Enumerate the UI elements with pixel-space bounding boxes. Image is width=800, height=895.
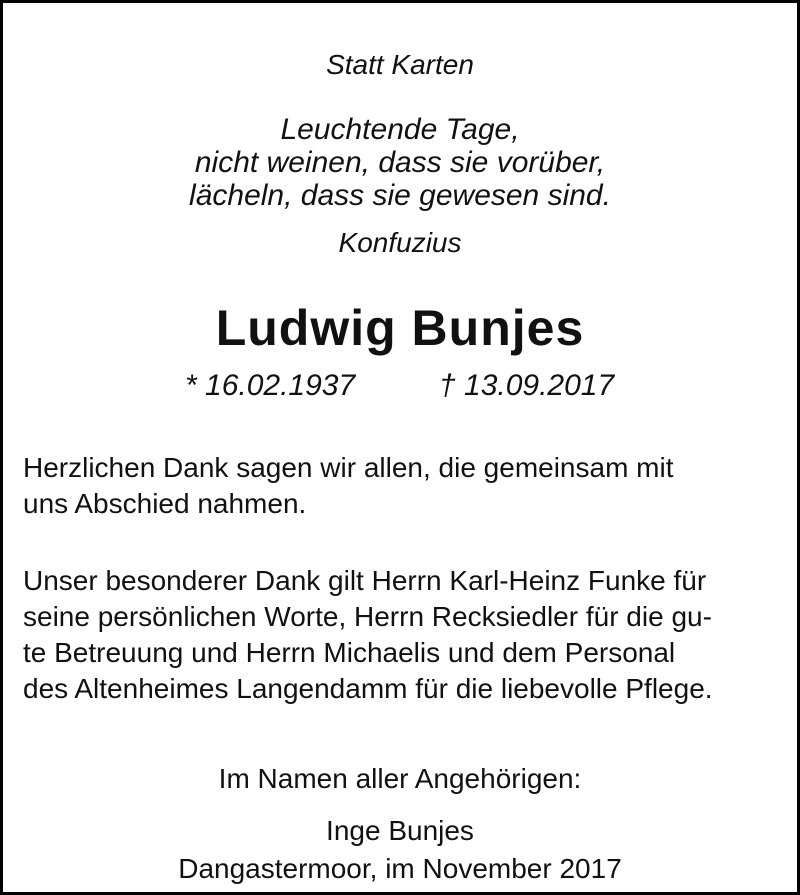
birth-date: * 16.02.1937 <box>185 369 356 402</box>
closing-line: Im Namen aller Angehörigen: <box>218 763 582 794</box>
signer-name: Inge Bunjes <box>326 815 474 846</box>
quote-block <box>3 113 797 212</box>
header-text: Statt Karten <box>326 49 474 80</box>
quote-line: lächeln, dass sie gewesen sind. <box>189 179 611 212</box>
paragraph-line: seine persönlichen Worte, Herrn Recksiedler für die gu- <box>23 601 712 632</box>
paragraph-line: te Betreuung und Herrn Michaelis und dem Personal <box>23 637 676 668</box>
thanks-paragraph-general <box>23 450 783 522</box>
paragraph-line: uns Abschied nahmen. <box>23 488 307 519</box>
paragraph-line: Unser besonderer Dank gilt Herrn Karl-Heinz Funke für <box>23 565 707 596</box>
quote-author: Konfuzius <box>338 227 462 258</box>
quote-line: Leuchtende Tage, <box>280 113 520 146</box>
thanks-paragraph-special <box>23 563 783 707</box>
paragraph-line: Herzlichen Dank sagen wir allen, die gemeinsam mit <box>23 452 674 483</box>
death-date: † 13.09.2017 <box>439 369 615 402</box>
deceased-name: Ludwig Bunjes <box>215 300 585 356</box>
quote-line: nicht weinen, dass sie vorüber, <box>194 146 606 179</box>
place-and-date: Dangastermoor, im November 2017 <box>178 853 622 884</box>
paragraph-line: des Altenheimes Langendamm für die liebevolle Pflege. <box>23 673 713 704</box>
